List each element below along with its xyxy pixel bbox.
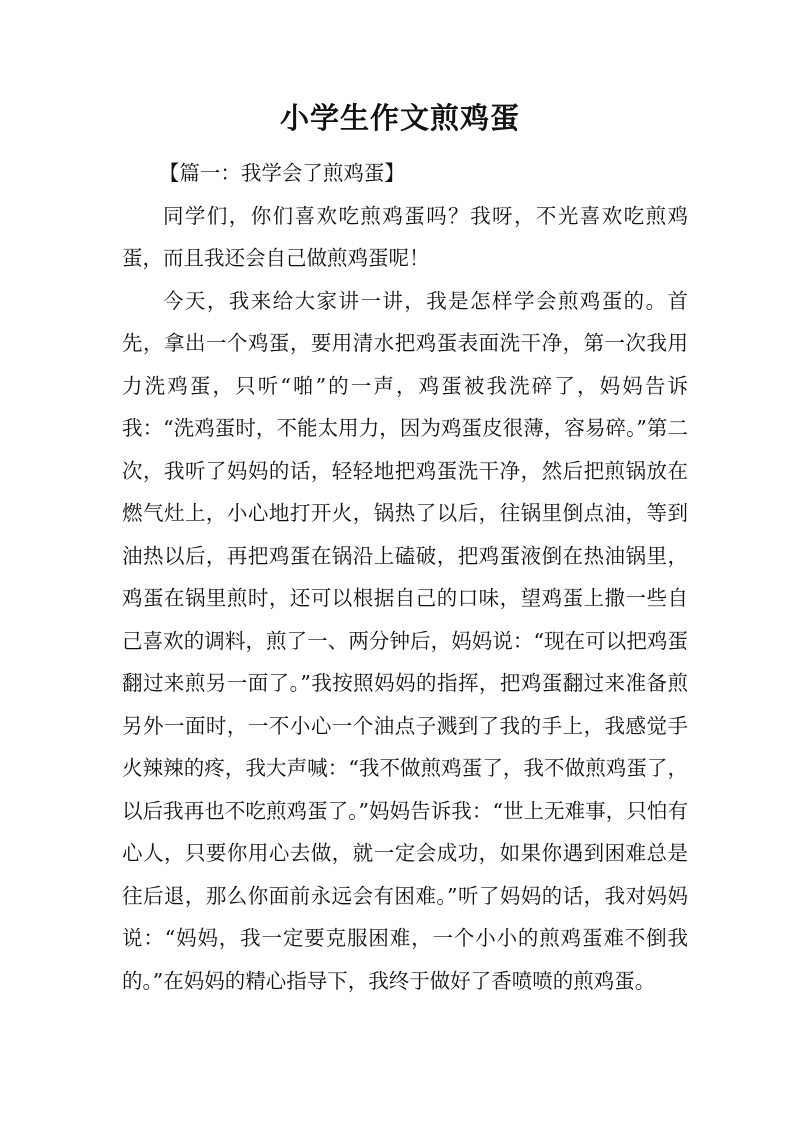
paragraph-intro: 同学们，你们喜欢吃煎鸡蛋吗？我呀，不光喜欢吃煎鸡蛋，而且我还会自己做煎鸡蛋呢！ xyxy=(122,203,688,270)
document-body xyxy=(122,152,688,1002)
paragraph-story: 今天，我来给大家讲一讲，我是怎样学会煎鸡蛋的。首先，拿出一个鸡蛋，要用清水把鸡蛋表面洗干净，第一次我用力洗鸡蛋，只听“啪”的一声，鸡蛋被我洗碎了，妈妈告诉我：“洗鸡蛋时，不能太用力，因为鸡蛋皮很薄，容易碎。”第二次，我听了妈妈的话，轻轻地把鸡蛋洗干净，然后把煎锅放在燃气灶上，小心地打开火，锅热了以后，往锅里倒点油，等到油热以后，再把鸡蛋在锅沿上磕破，把鸡蛋液倒在热油锅里，鸡蛋在锅里煎时，还可以根据自己的口味，望鸡蛋上撒一些自己喜欢的调料，煎了一、两分钟后，妈妈说：“现在可以把鸡蛋翻过来煎另一面了。”我按照妈妈的指挥，把鸡蛋翻过来准备煎另外一面时，一不小心一个油点子溅到了我的手上，我感觉手火辣辣的疼，我大声喊：“我不做煎鸡蛋了，我不做煎鸡蛋了，以后我再也不吃煎鸡蛋了。”妈妈告诉我：“世上无难事，只怕有心人，只要你用心去做，就一定会成功，如果你遇到困难总是往后退，那么你面前永远会有困难。”听了妈妈的话，我对妈妈说：“妈妈，我一定要克服困难，一个小小的煎鸡蛋难不倒我的。”在妈妈的精心指导下，我终于做好了香喷喷的煎鸡蛋。 xyxy=(122,288,688,993)
section-heading: 【篇一：我学会了煎鸡蛋】 xyxy=(158,161,405,185)
page-title: 小学生作文煎鸡蛋 xyxy=(279,101,520,135)
